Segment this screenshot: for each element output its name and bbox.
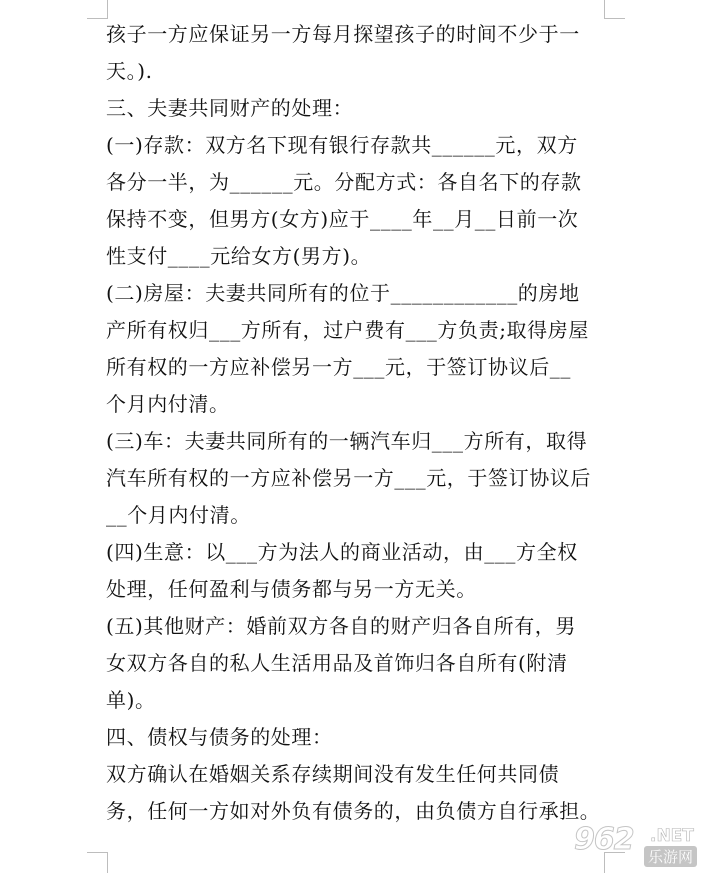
- text-line: 各分一半，为______元。分配方式：各自名下的存款: [106, 170, 582, 194]
- text-line: 个月内付清。: [106, 392, 230, 416]
- text-line: 女双方各自的私人生活用品及首饰归各自所有(附清: [106, 651, 568, 675]
- text-line: (四)生意：以___方为法人的商业活动，由___方全权: [106, 540, 578, 564]
- text-line: 处理，任何盈利与债务都与另一方无关。: [106, 577, 477, 601]
- text-line: 保持不变，但男方(女方)应于____年__月__日前一次: [106, 207, 579, 231]
- text-line: 务，任何一方如对外负有债务的，由负债方自行承担。: [106, 799, 601, 823]
- text-line: __个月内付清。: [106, 503, 251, 527]
- text-line: (三)车：夫妻共同所有的一辆汽车归___方所有，取得: [106, 429, 588, 453]
- document-body[interactable]: [106, 16, 606, 830]
- watermark-domain: .NET: [650, 826, 694, 846]
- text-line: 所有权的一方应补偿另一方___元，于签订协议后__: [106, 355, 571, 379]
- section-heading-debts: 四、债权与债务的处理：: [106, 725, 333, 749]
- site-watermark: [574, 822, 708, 870]
- text-line: 天。).: [106, 59, 153, 83]
- text-line: (五)其他财产：婚前双方各自的财产归各自所有，男: [106, 614, 577, 638]
- watermark-site-name: 乐游网: [644, 846, 697, 867]
- text-line: 双方确认在婚姻关系存续期间没有发生任何共同债: [106, 762, 560, 786]
- text-line: (二)房屋：夫妻共同所有的位于____________的房地: [106, 281, 580, 305]
- text-line: 产所有权归___方所有，过户费有___方负责;取得房屋: [106, 318, 589, 342]
- section-heading-property: 三、夫妻共同财产的处理：: [106, 96, 354, 120]
- watermark-logo: 962: [574, 822, 634, 857]
- text-line: (一)存款：双方名下现有银行存款共______元，双方: [106, 133, 578, 157]
- text-line: 孩子一方应保证另一方每月探望孩子的时间不少于一: [106, 22, 580, 46]
- text-line: 汽车所有权的一方应补偿另一方___元，于签订协议后: [106, 466, 591, 490]
- crop-mark-top-right: [604, 0, 625, 19]
- crop-mark-bottom-left: [87, 852, 108, 873]
- crop-mark-top-left: [87, 0, 108, 19]
- text-line: 性支付____元给女方(男方)。: [106, 244, 372, 268]
- text-line: 单)。: [106, 688, 156, 712]
